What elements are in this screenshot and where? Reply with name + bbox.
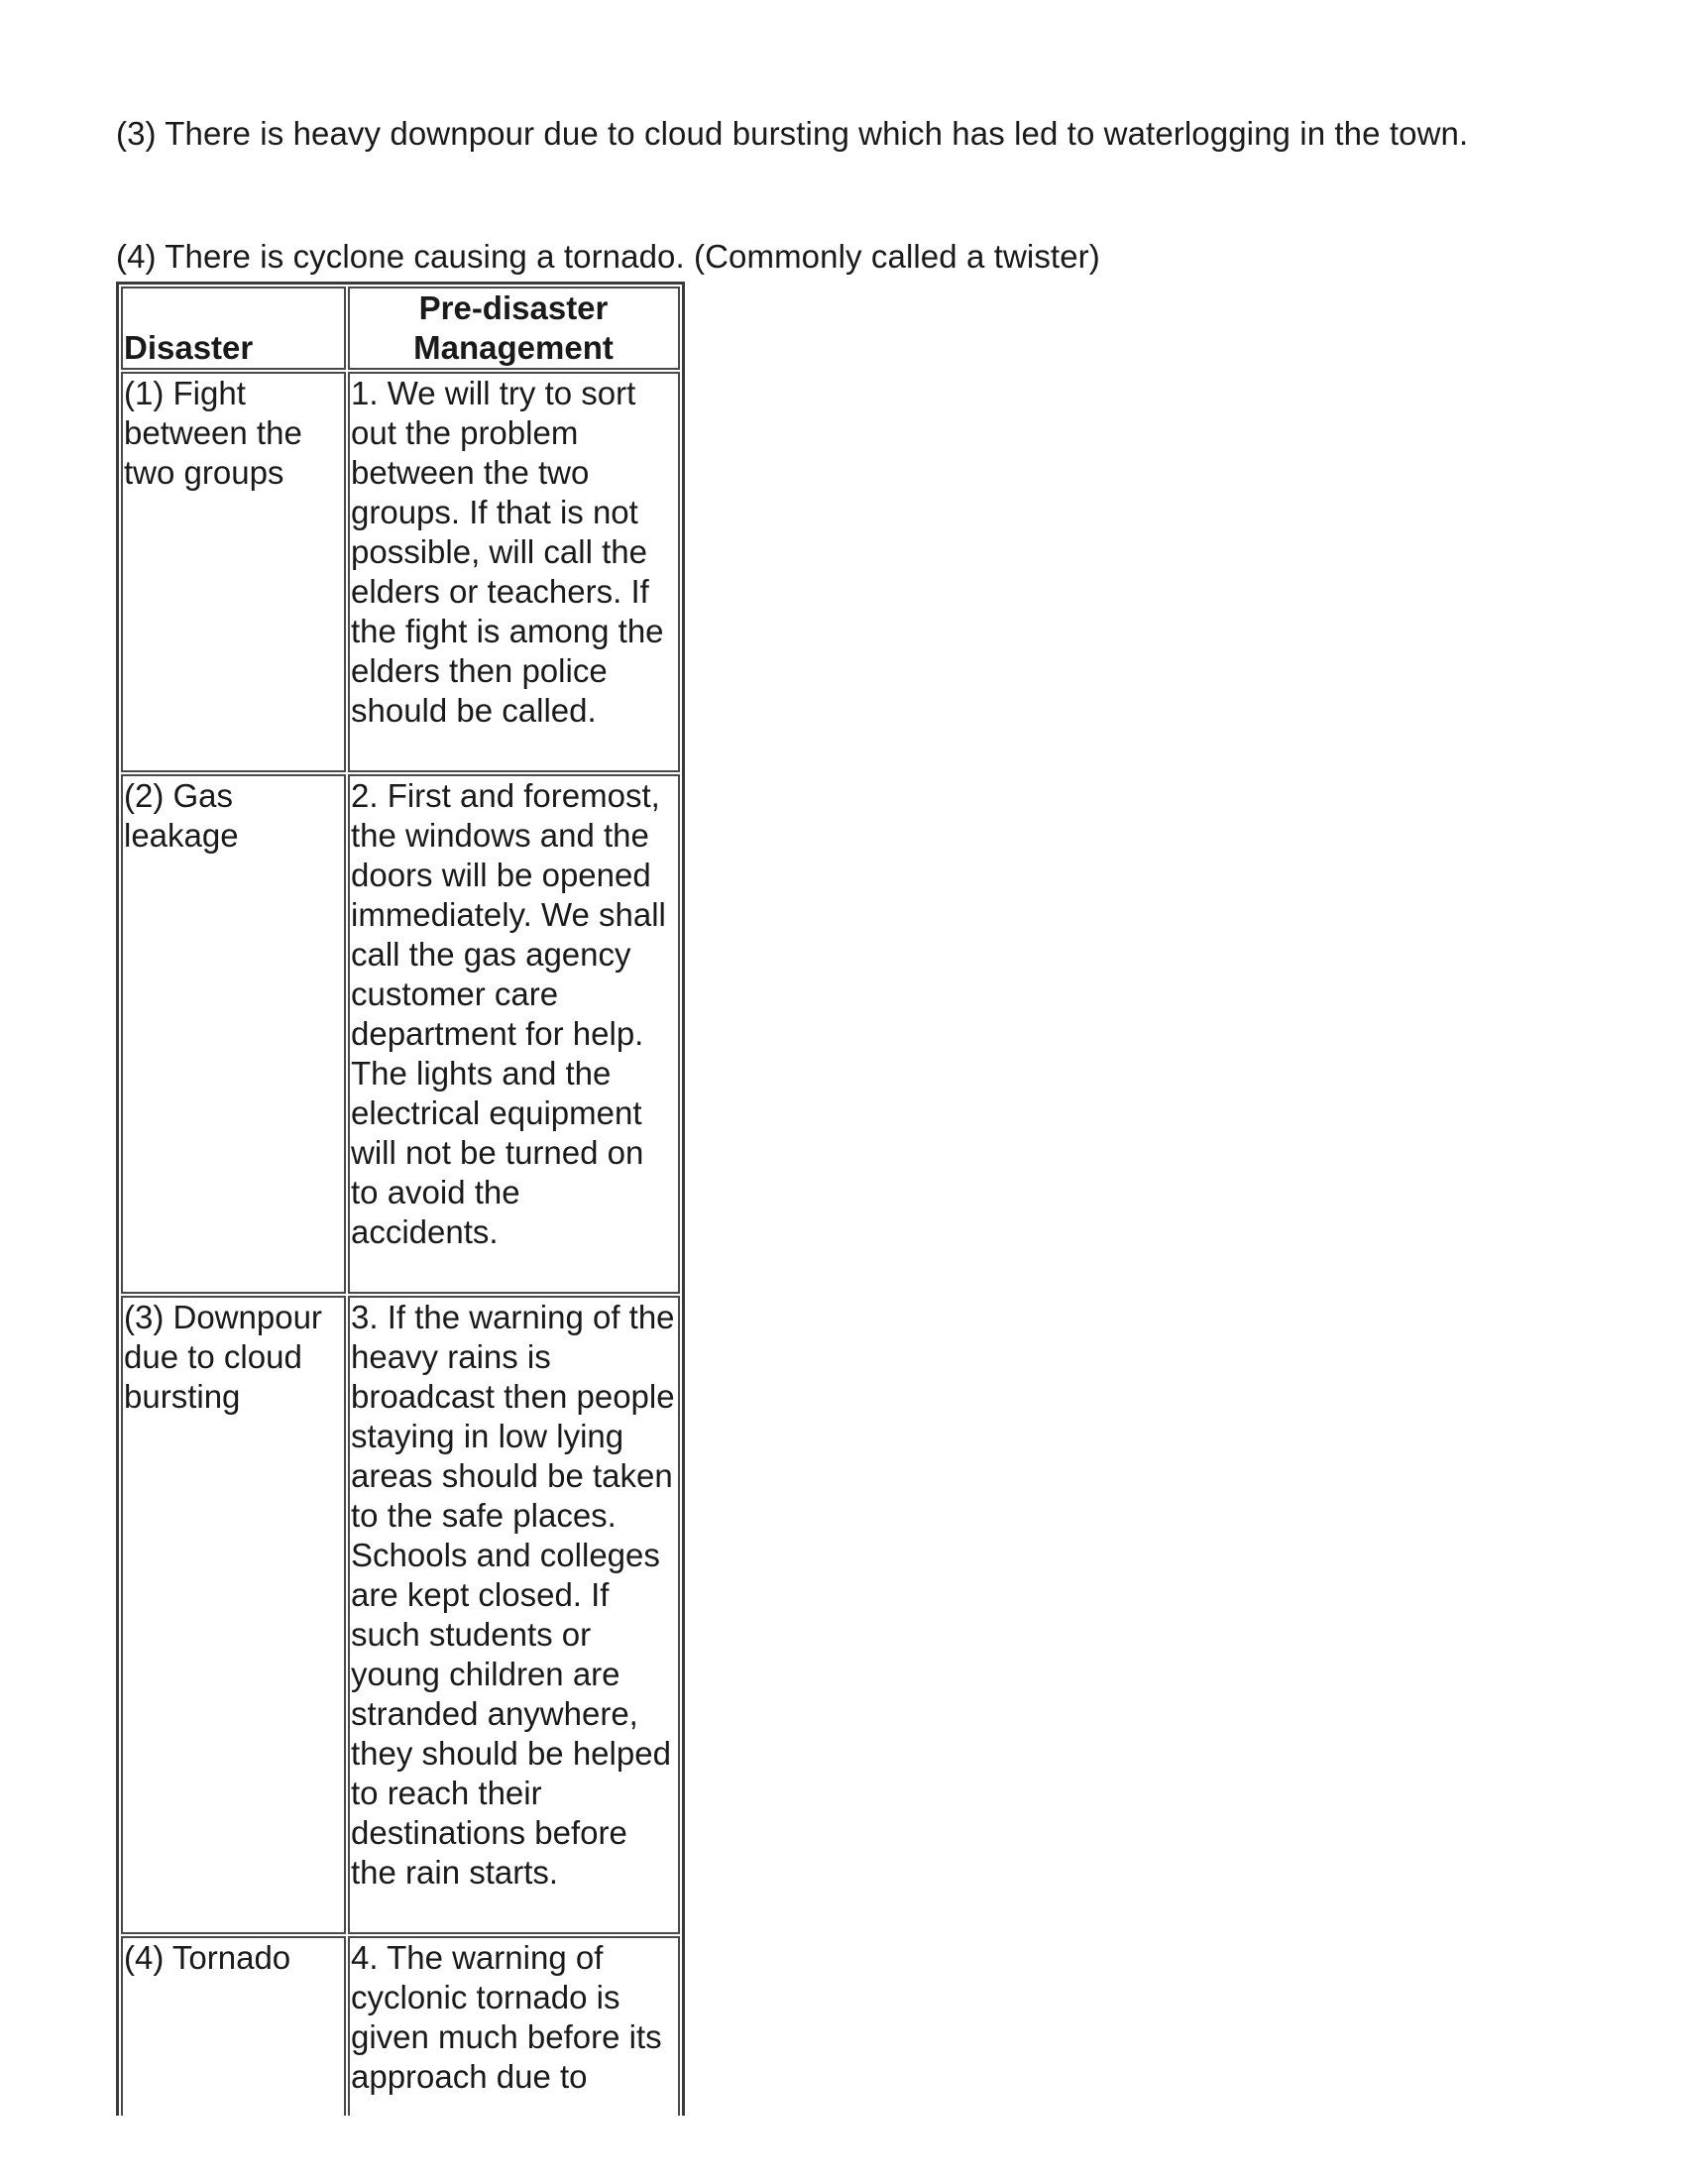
disaster-cell: (3) Downpour due to cloud bursting bbox=[121, 1296, 346, 1934]
paragraph-tornado: (4) There is cyclone causing a tornado. (Commonly called a twister) bbox=[116, 238, 1100, 275]
disaster-management-table bbox=[116, 282, 685, 2116]
disaster-cell: (4) Tornado bbox=[121, 1936, 346, 2116]
management-cell: 1. We will try to sort out the problem between the two groups. If that is not possible, will call the elders or teachers. If the fight is among the elders then police should be called. bbox=[348, 372, 680, 772]
table-row bbox=[121, 1296, 680, 1934]
table-row bbox=[121, 372, 680, 772]
disaster-table-container bbox=[116, 282, 685, 2116]
disaster-cell: (1) Fight between the two groups bbox=[121, 372, 346, 772]
table-header-row bbox=[121, 287, 680, 370]
disaster-cell: (2) Gas leakage bbox=[121, 774, 346, 1294]
table-row bbox=[121, 774, 680, 1294]
table-row bbox=[121, 1936, 680, 2116]
paragraph-downpour: (3) There is heavy downpour due to cloud bursting which has led to waterlogging in the town. bbox=[116, 115, 1469, 152]
header-disaster: Disaster bbox=[121, 287, 346, 370]
management-cell: 3. If the warning of the heavy rains is broadcast then people staying in low lying areas should be taken to the safe places. Schools and colleges are kept closed. If such students or young children are stranded anywhere, they should be helped to reach their destinations before the rain starts. bbox=[348, 1296, 680, 1934]
management-cell: 2. First and foremost, the windows and the doors will be opened immediately. We shall call the gas agency customer care department for help. The lights and the electrical equipment will not be turned on to avoid the accidents. bbox=[348, 774, 680, 1294]
management-cell: 4. The warning of cyclonic tornado is given much before its approach due to bbox=[348, 1936, 680, 2116]
header-pre-disaster-management: Pre-disaster Management bbox=[348, 287, 680, 370]
